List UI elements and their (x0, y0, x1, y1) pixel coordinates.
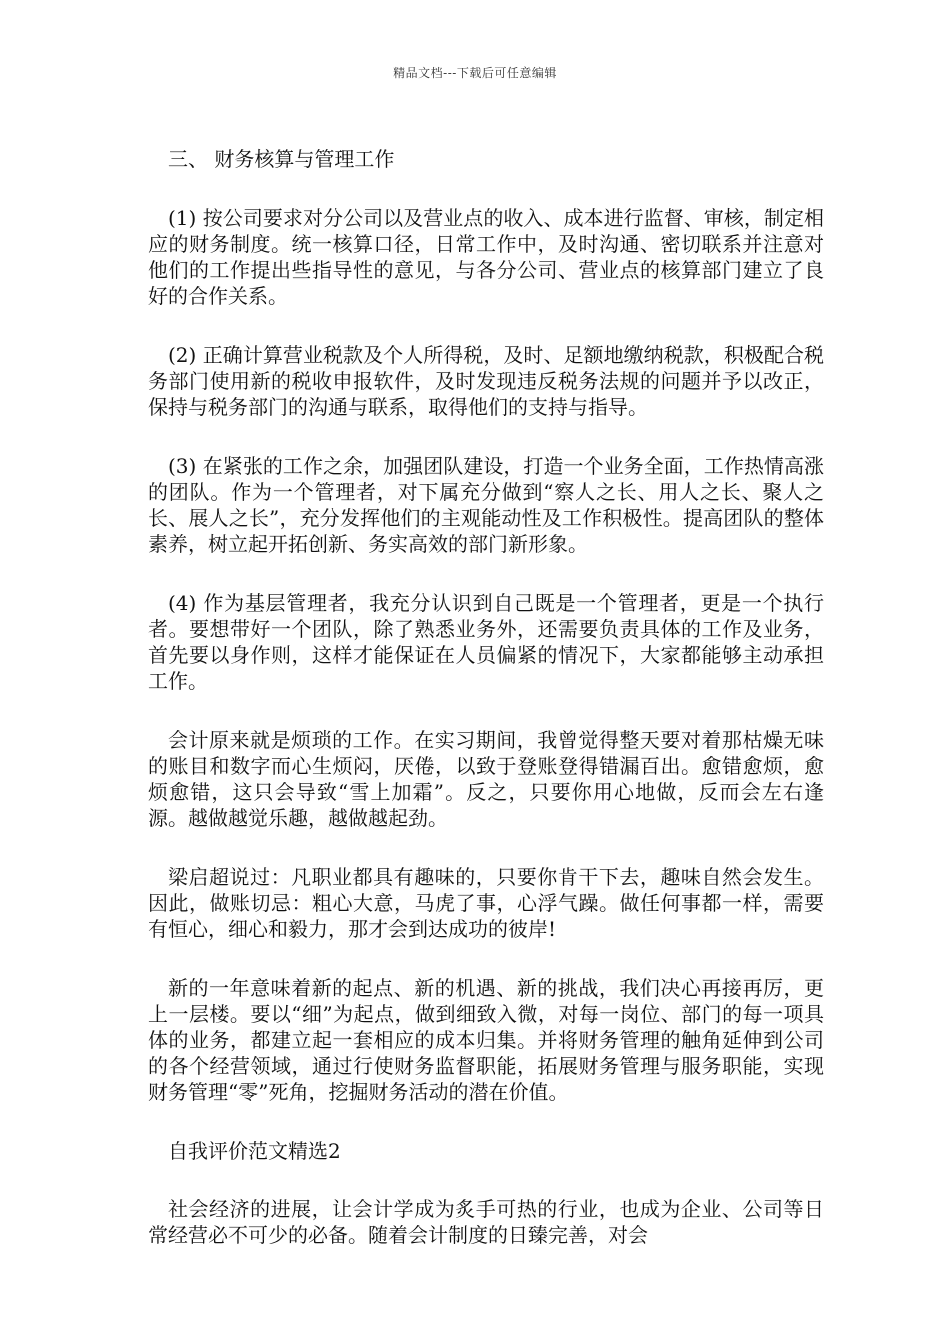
page-header: 精品文档---下载后可任意编辑 (393, 66, 557, 80)
document-body (148, 146, 824, 1281)
paragraph: (3) 在紧张的工作之余，加强团队建设，打造一个业务全面，工作热情高涨的团队。作为一个管理者，对下属充分做到“察人之长、用人之长、聚人之长、展人之长”，充分发挥他们的主观能动性及工作积极性。提高团队的整体素养，树立起开拓创新、务实高效的部门新形象。 (148, 454, 824, 556)
closing-paragraph: 社会经济的进展，让会计学成为炙手可热的行业，也成为企业、公司等日常经营必不可少的必备。随着会计制度的日臻完善，对会 (148, 1197, 824, 1247)
paragraph: (2) 正确计算营业税款及个人所得税，及时、足额地缴纳税款，积极配合税务部门使用新的税收申报软件，及时发现违反税务法规的问题并予以改正，保持与税务部门的沟通与联系，取得他们的支持与指导。 (148, 343, 824, 419)
article-subtitle: 自我评价范文精选2 (168, 1139, 341, 1163)
paragraph: 会计原来就是烦琐的工作。在实习期间，我曾觉得整天要对着那枯燥无味的账目和数字而心生烦闷，厌倦，以致于登账登得错漏百出。愈错愈烦，愈烦愈错，这只会导致“雪上加霜”。反之，只要你用心地做，反而会左右逢源。越做越觉乐趣，越做越起劲。 (148, 728, 824, 830)
section-heading: 三、 财务核算与管理工作 (168, 147, 395, 171)
paragraph: 梁启超说过：凡职业都具有趣味的，只要你肯干下去，趣味自然会发生。因此，做账切忌：粗心大意，马虎了事，心浮气躁。做任何事都一样，需要有恒心，细心和毅力，那才会到达成功的彼岸! (148, 865, 824, 941)
paragraph: (1) 按公司要求对分公司以及营业点的收入、成本进行监督、审核，制定相应的财务制度。统一核算口径，日常工作中，及时沟通、密切联系并注意对他们的工作提出些指导性的意见，与各分公司、营业点的核算部门建立了良好的合作关系。 (148, 206, 824, 308)
paragraph: 新的一年意味着新的起点、新的机遇、新的挑战，我们决心再接再厉，更上一层楼。要以“细”为起点，做到细致入微，对每一岗位、部门的每一项具体的业务，都建立起一套相应的成本归集。并将财务管理的触角延伸到公司的各个经营领域，通过行使财务监督职能，拓展财务管理与服务职能，实现财务管理“零”死角，挖掘财务活动的潜在价值。 (148, 976, 824, 1104)
paragraph: (4) 作为基层管理者，我充分认识到自己既是一个管理者，更是一个执行者。要想带好一个团队，除了熟悉业务外，还需要负责具体的工作及业务，首先要以身作则，这样才能保证在人员偏紧的情况下，大家都能够主动承担工作。 (148, 591, 824, 693)
